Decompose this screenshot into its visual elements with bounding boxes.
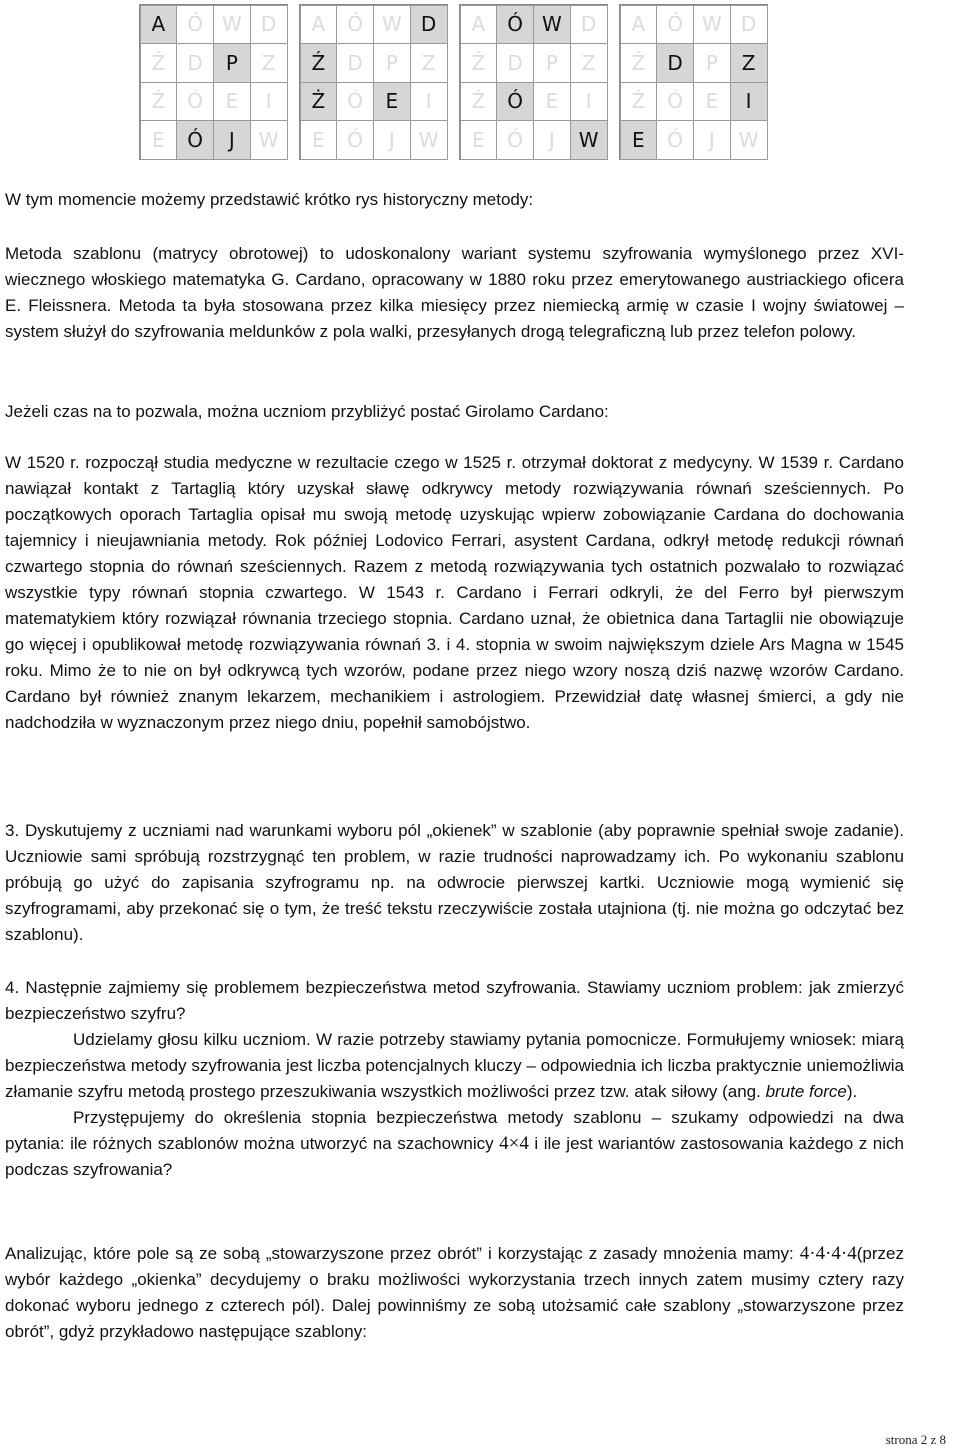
question-text-b: i ile jest wariantów zastosowania każdego z nich podczas szyfrowania? [5, 1134, 904, 1179]
point-4-question [5, 1105, 904, 1183]
grid-cell: J [533, 120, 571, 160]
grid-cell: D [336, 43, 374, 83]
grid-3 [459, 4, 608, 160]
product-formula: 4·4·4·4 [799, 1243, 857, 1264]
grid-cell: Ż [620, 82, 658, 122]
grid-cell: Ź [300, 43, 338, 83]
point-4-conclusion [5, 1027, 904, 1105]
grid-cell: I [250, 82, 288, 122]
grid-cell: D [176, 43, 214, 83]
brute-force-term: brute force [765, 1082, 847, 1101]
paragraph-analysis [5, 1241, 904, 1345]
grid-4 [619, 4, 768, 160]
analysis-text [5, 1241, 904, 1345]
grid-cell: E [533, 82, 571, 122]
grid-cell: A [140, 5, 178, 45]
grid-cell: Ó [336, 120, 374, 160]
grid-cell: D [730, 5, 768, 45]
conclusion-end: ). [846, 1082, 858, 1101]
grid-cell: W [410, 120, 448, 160]
grid-cell: Ó [496, 82, 534, 122]
grid-cell: Ż [460, 82, 498, 122]
grid-1 [139, 4, 288, 160]
grid-cell: W [533, 5, 571, 45]
grid-cell: E [300, 120, 338, 160]
grid-cell: A [620, 5, 658, 45]
grid-cell: Ż [140, 82, 178, 122]
grid-cell: E [693, 82, 731, 122]
history-text: Metoda szablonu (matrycy obrotowej) to udoskonalony wariant systemu szyfrowania wymyślonego przez XVI-wiecznego włoskiego matematyka G. Cardano, opracowany w 1880 roku przez emerytowanego austriackiego oficera E. Fleissnera. Metoda ta była stosowana przez kilka miesięcy przez niemiecką armię w czasie I wojny światowej – system służył do szyfrowania meldunków z pola walki, przesyłanych drogą telegraficzną lub przez telefon polowy. [5, 244, 904, 341]
grid-cell: P [533, 43, 571, 83]
grid-cell: Ó [496, 120, 534, 160]
grid-cell: Ó [656, 5, 694, 45]
grid-cell: Ó [656, 82, 694, 122]
grid-cell: E [213, 82, 251, 122]
grid-cell: Ż [300, 82, 338, 122]
analysis-text-b: (przez wybór każdego „okienka” decydujemy o braku możliwości wykorzystania trzech innych zatem musimy cztery razy dokonać wyboru jednego z czterech pól). Dalej powinniśmy ze sobą utożsamić całe szablony „stowarzyszone przez obrót”, gdyż przykładowo następujące szablony: [5, 1244, 904, 1341]
grid-cell: J [693, 120, 731, 160]
paragraph-intro [5, 187, 904, 213]
grid-cell: Ó [176, 120, 214, 160]
grid-cell: P [213, 43, 251, 83]
grid-cell: P [373, 43, 411, 83]
grid-cell: D [570, 5, 608, 45]
grid-cell: Z [730, 43, 768, 83]
grid-cell: W [693, 5, 731, 45]
point-4-text: 4. Następnie zajmiemy się problemem bezpieczeństwa metod szyfrowania. Stawiamy uczniom problem: jak zmierzyć bezpieczeństwo szyfru? [5, 978, 904, 1023]
grid-cell: A [460, 5, 498, 45]
grid-2 [299, 4, 448, 160]
grid-cell: Ó [336, 5, 374, 45]
page-number: strona 2 z 8 [885, 1432, 946, 1447]
grid-cell: J [213, 120, 251, 160]
board-size-formula: 4×4 [499, 1133, 529, 1154]
grid-cell: I [570, 82, 608, 122]
grid-cell: Ó [176, 82, 214, 122]
grid-cell: Ó [176, 5, 214, 45]
grid-cell: D [656, 43, 694, 83]
grid-cell: W [373, 5, 411, 45]
paragraph-cardano-bio [5, 450, 904, 736]
grid-cell: W [730, 120, 768, 160]
question-text-a: Przystępujemy do określenia stopnia bezpieczeństwa metody szablonu – szukamy odpowiedzi na dwa pytania: ile różnych szablonów można utworzyć na szachownicy [5, 1108, 904, 1153]
grid-cell: Ó [656, 120, 694, 160]
grid-cell: Z [410, 43, 448, 83]
intro-text: W tym momencie możemy przedstawić krótko rys historyczny metody: [5, 190, 534, 209]
grid-cell: Z [570, 43, 608, 83]
analysis-text-a: Analizując, które pole są ze sobą „stowarzyszone przez obrót” i korzystając z zasady mnożenia mamy: [5, 1244, 800, 1263]
grid-cell: Ź [460, 43, 498, 83]
grid-cell: E [373, 82, 411, 122]
grid-cell: W [250, 120, 288, 160]
grid-cell: P [693, 43, 731, 83]
cardano-intro-text: Jeżeli czas na to pozwala, można uczniom przybliżyć postać Girolamo Cardano: [5, 402, 609, 421]
template-grids [139, 4, 769, 160]
grid-cell: Ź [140, 43, 178, 83]
grid-cell: E [460, 120, 498, 160]
grid-cell: Ź [620, 43, 658, 83]
grid-cell: A [300, 5, 338, 45]
cardano-bio-text: W 1520 r. rozpoczął studia medyczne w rezultacie czego w 1525 r. otrzymał doktorat z medycyny. W 1539 r. Cardano nawiązał kontakt z Tartaglią który uzyskał sławę odkrywcy metody rozwiązywania równań sześciennych. Po początkowych oporach Tartaglia opisał mu swoją metodę uzyskując wpierw zobowiązanie Cardana do dochowania tajemnicy i nieujawniania metody. Rok później Lodovico Ferrari, asystent Cardana, odkrył metodę redukcji równań czwartego stopnia do równań sześciennych. Razem z metodą rozwiązywania tych ostatnich pozwalało to rozwiązać wszystkie typy równań stopnia czwartego. W 1543 r. Cardano i Ferrari odkryli, że del Ferro był pierwszym matematykiem który rozwiązał równania trzeciego stopnia. Cardano uznał, że obietnica dana Tartaglii nie obowiązuje go więcej i opublikował metodę rozwiązywania równań 3. i 4. stopnia w swoim największym dziele Ars Magna w 1545 roku. Mimo że to nie on był odkrywcą tych wzorów, podane przez niego wzory noszą dziś nazwę wzorów Cardano. Cardano był również znanym lekarzem, mechanikiem i astrologiem. Przewidział datę własnej śmierci, a gdy nie nadchodziła w wyznaczonym przez niego dniu, popełnił samobójstwo. [5, 453, 904, 732]
grid-cell: I [730, 82, 768, 122]
grid-cell: E [620, 120, 658, 160]
grid-cell: Ó [336, 82, 374, 122]
grid-cell: J [373, 120, 411, 160]
grid-cell: D [410, 5, 448, 45]
grid-cell: Ó [496, 5, 534, 45]
conclusion-text: Udzielamy głosu kilku uczniom. W razie potrzeby stawiamy pytania pomocnicze. Formułujemy wniosek: miarą bezpieczeństwa metody szyfrowania jest liczba potencjalnych kluczy – odpowiednia ich liczba praktycznie uniemożliwia złamanie szyfru metodą prostego przeszukiwania wszystkich możliwości przez tzw. atak siłowy (ang. [5, 1030, 904, 1101]
grid-cell: W [213, 5, 251, 45]
paragraph-point-4 [5, 975, 904, 1183]
paragraph-history [5, 241, 904, 345]
paragraph-cardano-intro [5, 399, 904, 425]
grid-cell: I [410, 82, 448, 122]
point-3-text: 3. Dyskutujemy z uczniami nad warunkami wyboru pól „okienek” w szablonie (aby poprawnie spełniał swoje zadanie). Uczniowie sami spróbują rozstrzygnąć ten problem, w razie trudności naprowadzamy ich. Po wykonaniu szablonu próbują go użyć do zapisania szyfrogramu np. na odwrocie pierwszej kartki. Uczniowie mogą wymienić się szyfrogramami, aby przekonać się o tym, że treść tekstu rzeczywiście została utajniona (tj. nie można go odczytać bez szablonu). [5, 821, 904, 944]
grid-cell: D [250, 5, 288, 45]
grid-cell: Z [250, 43, 288, 83]
paragraph-point-3 [5, 818, 904, 948]
grid-cell: E [140, 120, 178, 160]
grid-cell: W [570, 120, 608, 160]
grid-cell: D [496, 43, 534, 83]
